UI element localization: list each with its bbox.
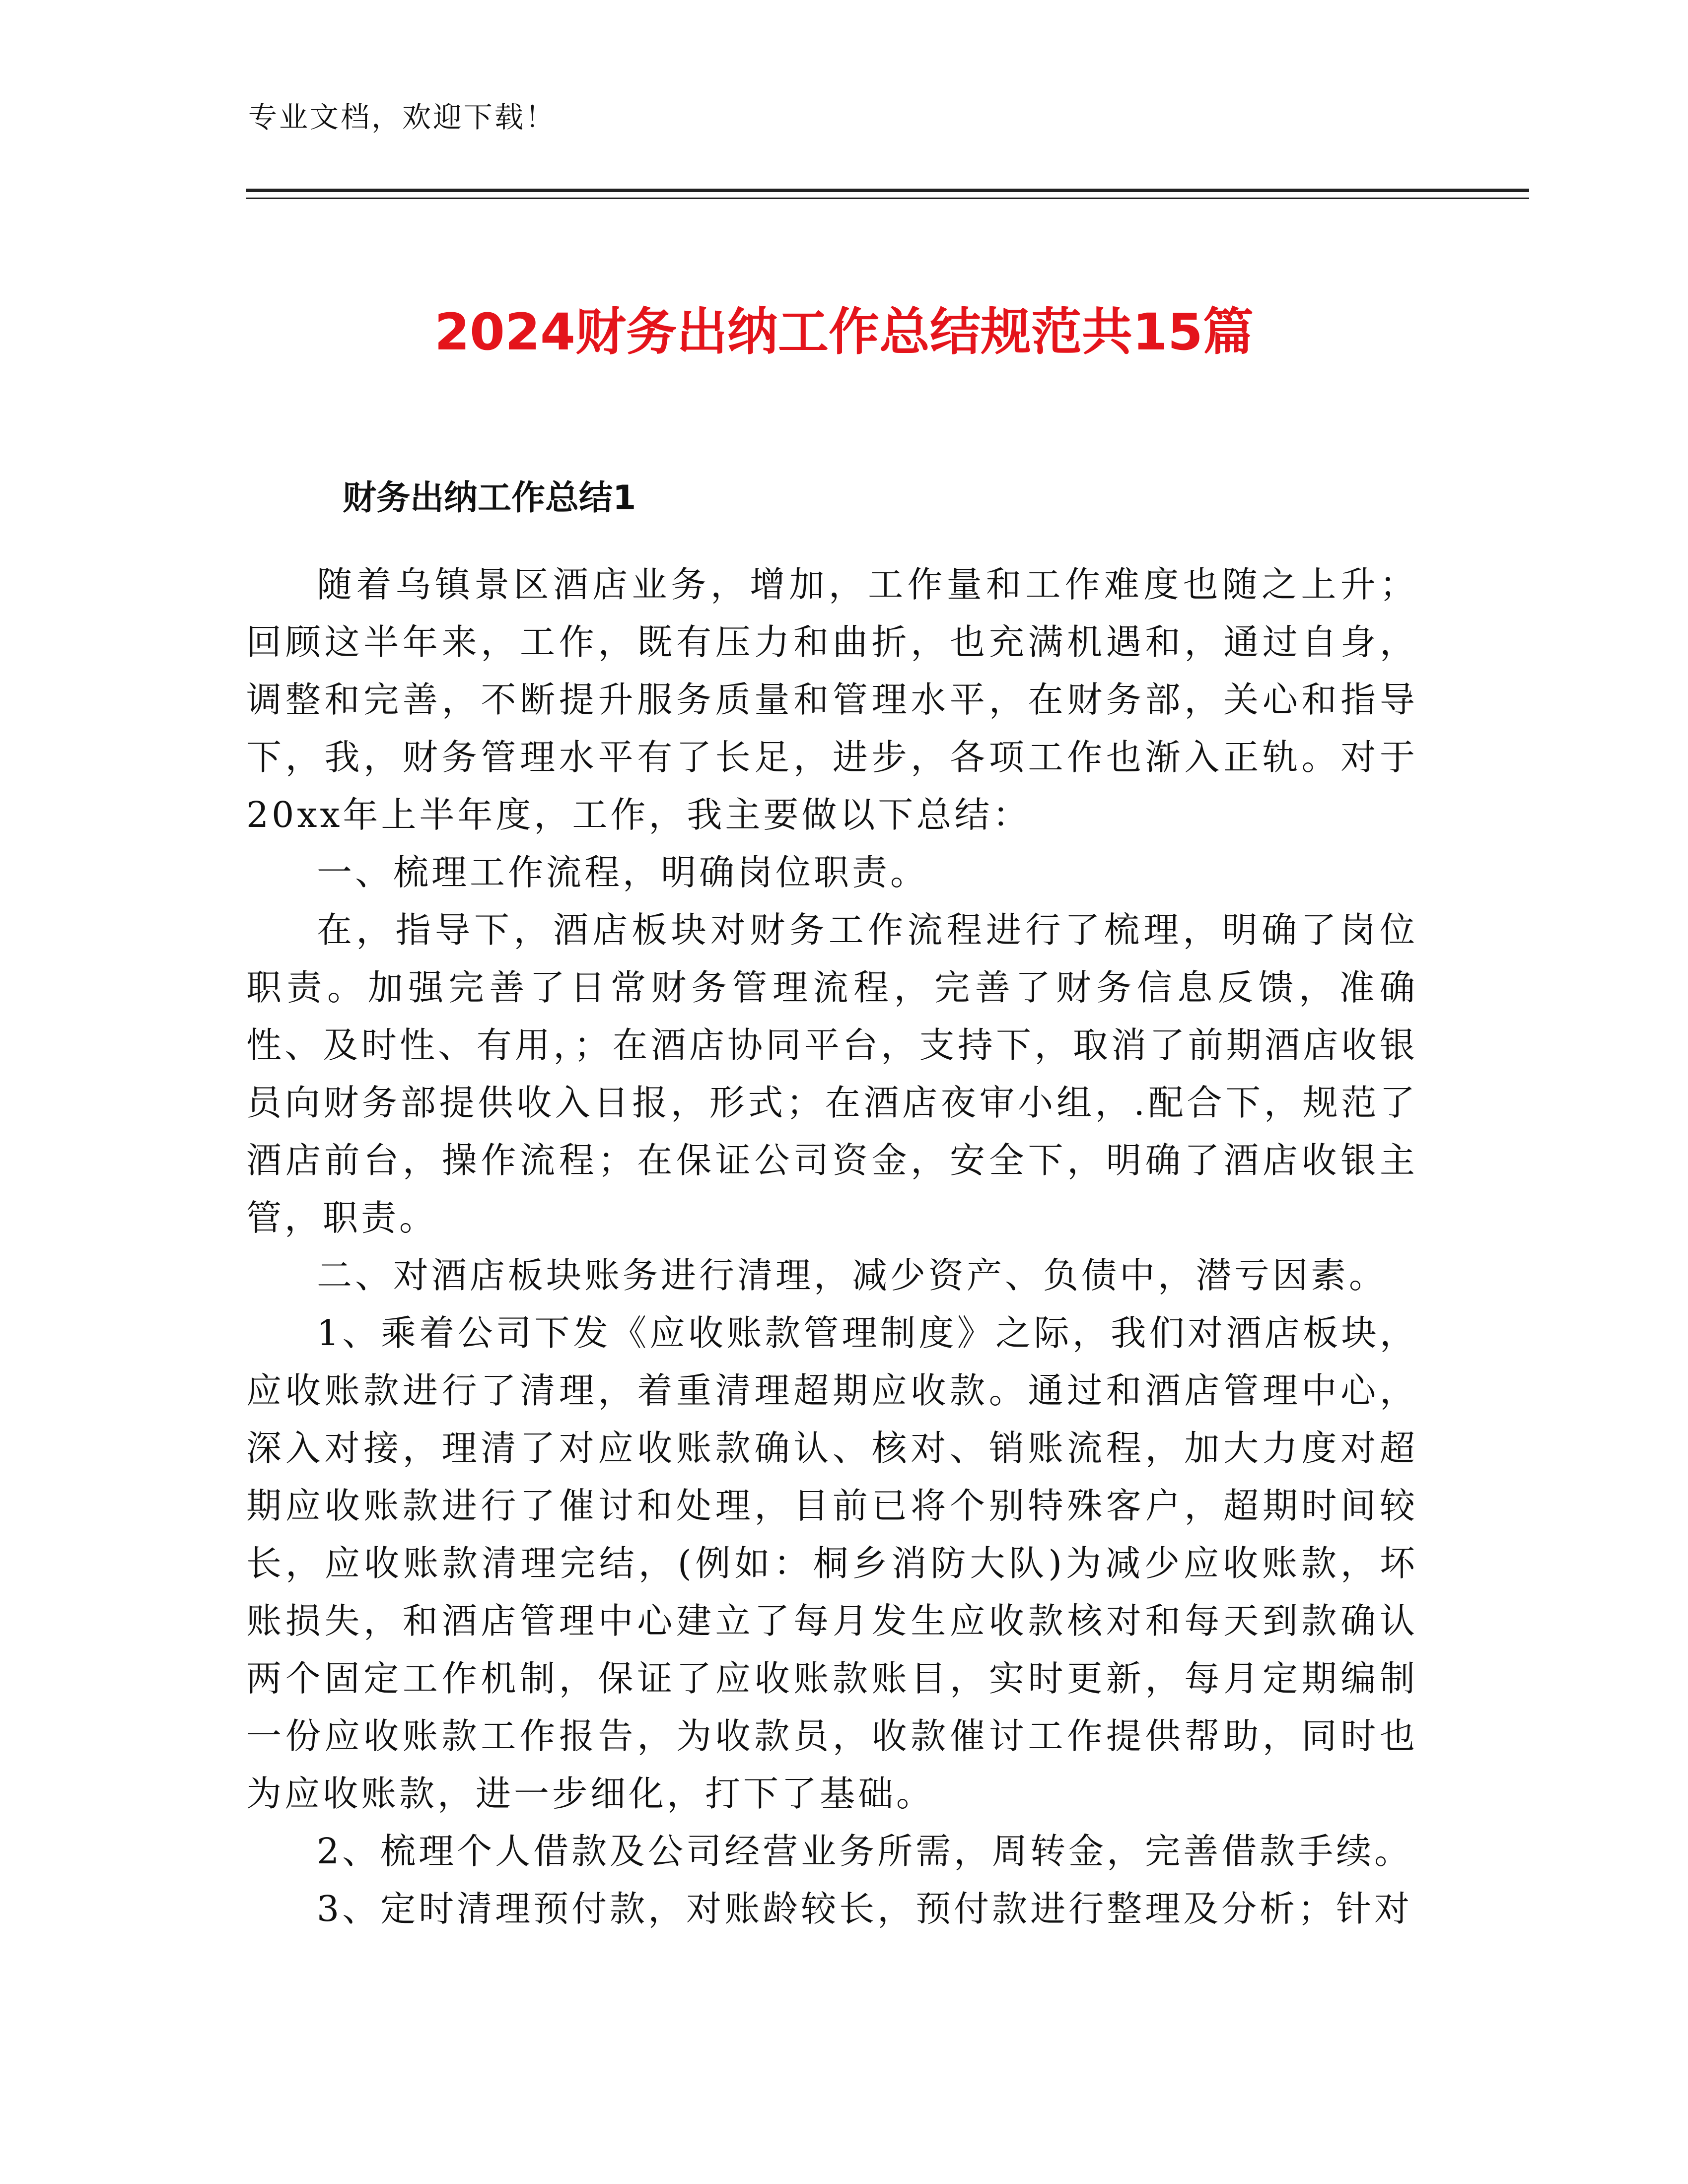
- body-paragraph: 2、梳理个人借款及公司经营业务所需，周转金，完善借款手续。: [317, 1831, 1413, 1872]
- body-paragraph: 二、对酒店板块账务进行清理，减少资产、负债中，潜亏因素。: [317, 1255, 1388, 1296]
- body-paragraph: 一、梳理工作流程，明确岗位职责。: [317, 852, 929, 893]
- page-header-text: 专业文档，欢迎下载！: [248, 100, 557, 134]
- section-heading: 财务出纳工作总结1: [343, 478, 636, 518]
- body-paragraph: 随着乌镇景区酒店业务，增加，工作量和工作难度也随之上升；回顾这半年来，工作，既有压力和曲折，也充满机遇和，通过自身，调整和完善，不断提升服务质量和管理水平，在财务部，关心和指导下，我，财务管理水平有了长足，进步，各项工作也渐入正轨。对于20xx年上半年度，工作，我主要做以下总结：: [246, 564, 1418, 835]
- document-body: [246, 556, 1418, 1938]
- header-rule-thick: [246, 189, 1529, 192]
- document-title: 2024财务出纳工作总结规范共15篇: [434, 303, 1254, 362]
- body-paragraph: 1、乘着公司下发《应收账款管理制度》之际，我们对酒店板块，应收账款进行了清理，着重清理超期应收款。通过和酒店管理中心，深入对接，理清了对应收账款确认、核对、销账流程，加大力度对超期应收账款进行了催讨和处理，目前已将个别特殊客户，超期时间较长，应收账款清理完结，(例如：桐乡消防大队)为减少应收账款，坏账损失，和酒店管理中心建立了每月发生应收款核对和每天到款确认两个固定工作机制，保证了应收账款账目，实时更新，每月定期编制一份应收账款工作报告，为收款员，收款催讨工作提供帮助，同时也为应收账款，进一步细化，打下了基础。: [246, 1312, 1418, 1814]
- body-paragraph: 在，指导下，酒店板块对财务工作流程进行了梳理，明确了岗位职责。加强完善了日常财务管理流程，完善了财务信息反馈，准确性、及时性、有用，；在酒店协同平台，支持下，取消了前期酒店收银员向财务部提供收入日报，形式；在酒店夜审小组，.配合下，规范了酒店前台，操作流程；在保证公司资金，安全下，明确了酒店收银主管，职责。: [246, 909, 1418, 1238]
- header-rule-thin: [246, 198, 1529, 199]
- body-paragraph: 3、定时清理预付款，对账龄较长，预付款进行整理及分析；针对: [317, 1888, 1413, 1929]
